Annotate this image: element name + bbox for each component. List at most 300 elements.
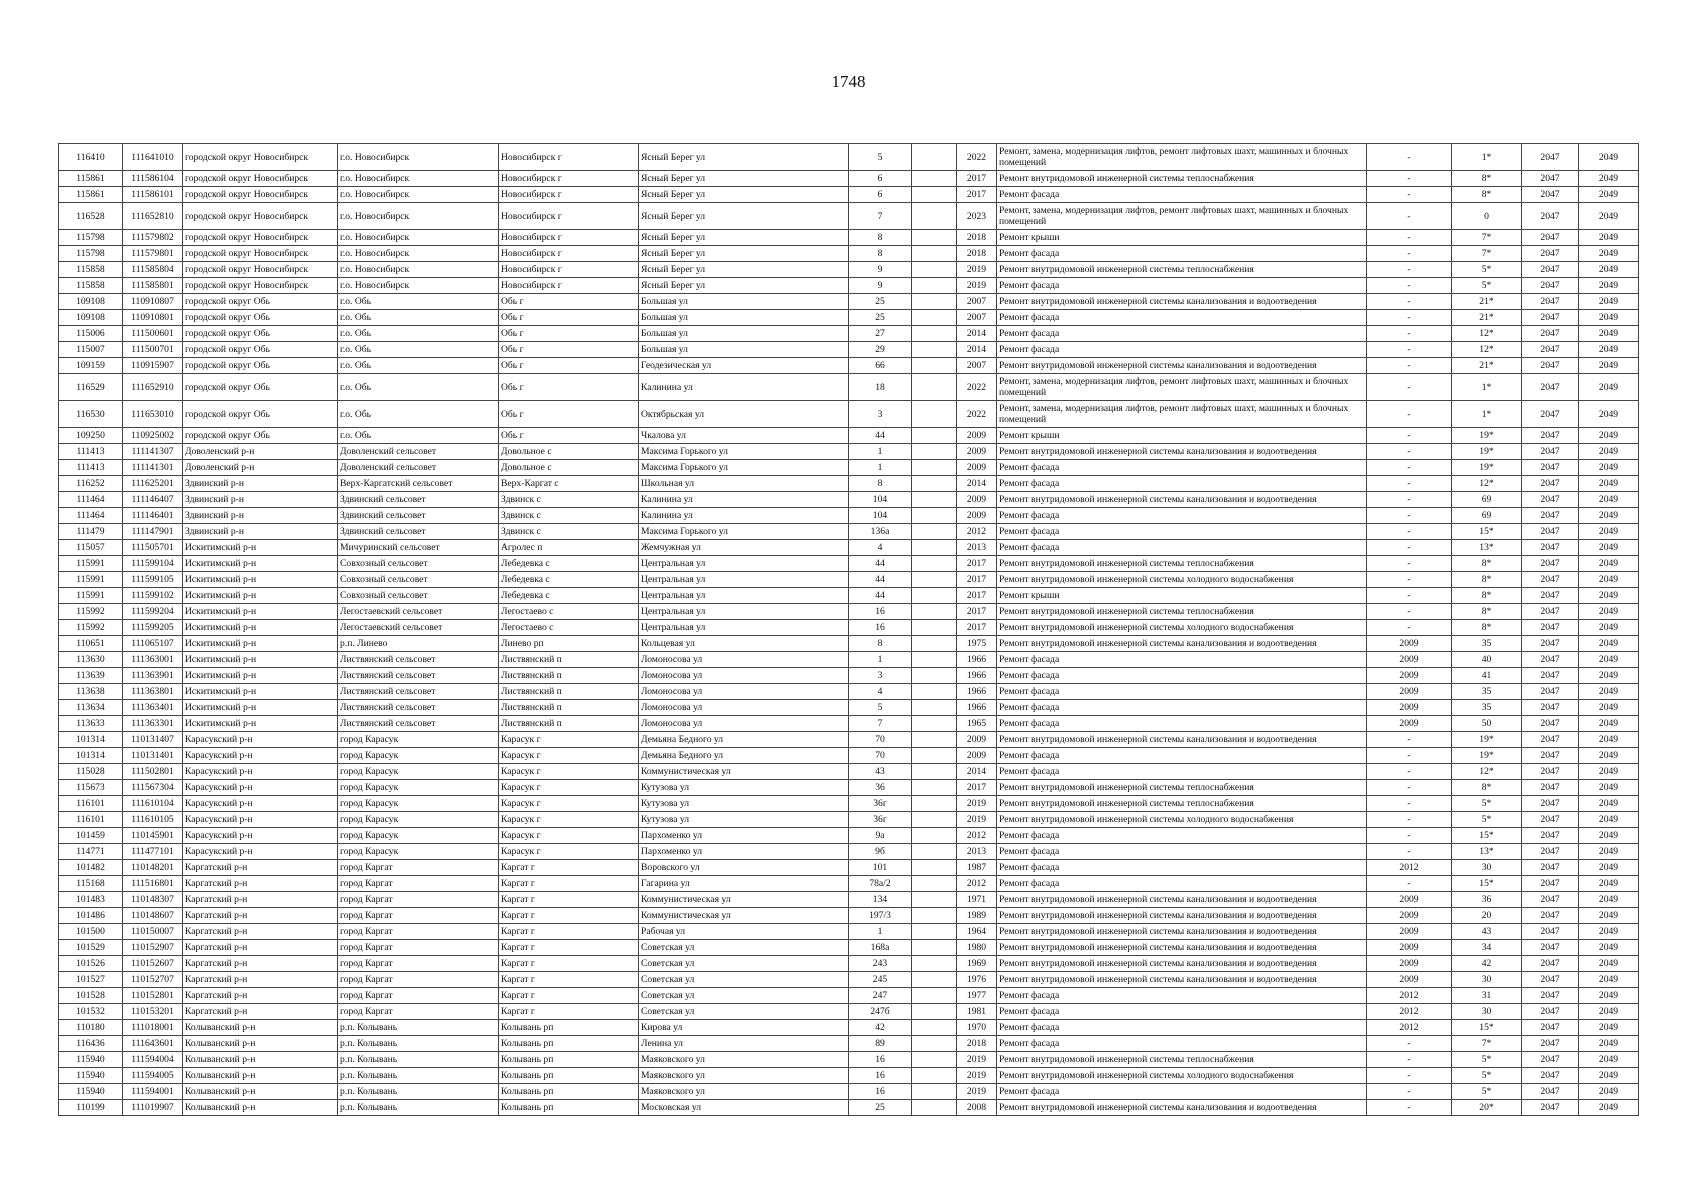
cell-locality: Лебедевка с: [499, 556, 639, 572]
table-row: [59, 716, 1639, 732]
cell-code: 111586104: [123, 171, 183, 187]
cell-plan-from: 2047: [1522, 684, 1579, 700]
cell-year: 2017: [957, 588, 997, 604]
cell-id: 115798: [59, 230, 123, 246]
cell-last: -: [1367, 460, 1452, 476]
cell-municipality: Совхозный сельсовет: [338, 572, 499, 588]
table-row: [59, 476, 1639, 492]
cell-street: Рабочая ул: [639, 924, 849, 940]
cell-plan-to: 2049: [1579, 294, 1639, 310]
cell-extra: [912, 572, 957, 588]
cell-id: 115940: [59, 1068, 123, 1084]
table-row: [59, 278, 1639, 294]
cell-locality: Каргат г: [499, 972, 639, 988]
cell-id: 115861: [59, 187, 123, 203]
cell-plan-to: 2049: [1579, 636, 1639, 652]
table-row: [59, 1004, 1639, 1020]
cell-extra: [912, 588, 957, 604]
cell-last: -: [1367, 374, 1452, 401]
cell-year: 2014: [957, 342, 997, 358]
cell-plan-from: 2047: [1522, 604, 1579, 620]
cell-id: 101529: [59, 940, 123, 956]
cell-year: 2009: [957, 492, 997, 508]
cell-district: Искитимский р-н: [183, 604, 338, 620]
cell-code: 111594001: [123, 1084, 183, 1100]
cell-street: Кутузова ул: [639, 812, 849, 828]
cell-year: 2023: [957, 203, 997, 230]
cell-year: 1966: [957, 700, 997, 716]
cell-municipality: Здвинский сельсовет: [338, 508, 499, 524]
cell-last: -: [1367, 748, 1452, 764]
cell-age: 21*: [1452, 310, 1522, 326]
cell-id: 116436: [59, 1036, 123, 1052]
cell-plan-to: 2049: [1579, 892, 1639, 908]
cell-work: Ремонт фасада: [997, 1020, 1367, 1036]
cell-id: 101314: [59, 732, 123, 748]
cell-work: Ремонт фасада: [997, 684, 1367, 700]
table-row: [59, 812, 1639, 828]
cell-last: -: [1367, 876, 1452, 892]
cell-code: 111146401: [123, 508, 183, 524]
cell-locality: Обь г: [499, 294, 639, 310]
cell-work: Ремонт фасада: [997, 540, 1367, 556]
cell-locality: Обь г: [499, 374, 639, 401]
cell-locality: Довольное с: [499, 444, 639, 460]
cell-age: 36: [1452, 892, 1522, 908]
cell-plan-from: 2047: [1522, 620, 1579, 636]
cell-last: -: [1367, 444, 1452, 460]
cell-id: 110651: [59, 636, 123, 652]
cell-code: 111147901: [123, 524, 183, 540]
cell-age: 20: [1452, 908, 1522, 924]
cell-id: 115673: [59, 780, 123, 796]
cell-plan-from: 2047: [1522, 828, 1579, 844]
cell-code: 111146407: [123, 492, 183, 508]
cell-age: 34: [1452, 940, 1522, 956]
table-row: [59, 604, 1639, 620]
cell-district: Колыванский р-н: [183, 1068, 338, 1084]
table-row: [59, 230, 1639, 246]
cell-house: 8: [849, 246, 912, 262]
cell-plan-to: 2049: [1579, 187, 1639, 203]
cell-plan-from: 2047: [1522, 540, 1579, 556]
cell-municipality: г.о. Обь: [338, 428, 499, 444]
cell-code: 110152607: [123, 956, 183, 972]
cell-house: 8: [849, 476, 912, 492]
cell-code: 111502801: [123, 764, 183, 780]
cell-extra: [912, 796, 957, 812]
cell-age: 15*: [1452, 828, 1522, 844]
cell-code: 111641010: [123, 144, 183, 171]
cell-locality: Листвянский п: [499, 716, 639, 732]
cell-district: городской округ Обь: [183, 374, 338, 401]
cell-id: 111413: [59, 444, 123, 460]
cell-age: 19*: [1452, 428, 1522, 444]
table-row: [59, 940, 1639, 956]
cell-house: 44: [849, 428, 912, 444]
cell-year: 1976: [957, 972, 997, 988]
cell-last: -: [1367, 262, 1452, 278]
cell-last: -: [1367, 401, 1452, 428]
cell-municipality: р.п. Колывань: [338, 1068, 499, 1084]
cell-municipality: р.п. Колывань: [338, 1100, 499, 1116]
cell-age: 30: [1452, 860, 1522, 876]
cell-year: 2007: [957, 310, 997, 326]
cell-plan-to: 2049: [1579, 732, 1639, 748]
cell-age: 35: [1452, 700, 1522, 716]
cell-municipality: город Карасук: [338, 780, 499, 796]
cell-work: Ремонт внутридомовой инженерной системы теплоснабжения: [997, 604, 1367, 620]
cell-district: Здвинский р-н: [183, 476, 338, 492]
cell-municipality: Листвянский сельсовет: [338, 684, 499, 700]
cell-age: 15*: [1452, 876, 1522, 892]
cell-work: Ремонт внутридомовой инженерной системы теплоснабжения: [997, 796, 1367, 812]
cell-work: Ремонт внутридомовой инженерной системы канализования и водоотведения: [997, 924, 1367, 940]
cell-code: 111585804: [123, 262, 183, 278]
cell-house: 36: [849, 780, 912, 796]
cell-locality: Здвинск с: [499, 492, 639, 508]
cell-last: -: [1367, 326, 1452, 342]
cell-age: 19*: [1452, 444, 1522, 460]
cell-locality: Новосибирск г: [499, 246, 639, 262]
cell-plan-from: 2047: [1522, 401, 1579, 428]
cell-locality: Каргат г: [499, 988, 639, 1004]
cell-house: 16: [849, 1084, 912, 1100]
cell-plan-from: 2047: [1522, 860, 1579, 876]
cell-id: 101314: [59, 748, 123, 764]
cell-id: 115006: [59, 326, 123, 342]
cell-id: 115858: [59, 262, 123, 278]
cell-age: 5*: [1452, 1084, 1522, 1100]
cell-last: 2012: [1367, 1020, 1452, 1036]
cell-year: 1966: [957, 652, 997, 668]
cell-house: 36г: [849, 796, 912, 812]
cell-district: Каргатский р-н: [183, 924, 338, 940]
cell-locality: Обь г: [499, 401, 639, 428]
cell-code: 111625201: [123, 476, 183, 492]
cell-street: Гагарина ул: [639, 876, 849, 892]
cell-code: 111579802: [123, 230, 183, 246]
cell-municipality: Совхозный сельсовет: [338, 588, 499, 604]
cell-id: 101526: [59, 956, 123, 972]
cell-locality: Новосибирск г: [499, 187, 639, 203]
cell-work: Ремонт фасада: [997, 860, 1367, 876]
cell-house: 243: [849, 956, 912, 972]
cell-street: Максима Горького ул: [639, 460, 849, 476]
cell-street: Максима Горького ул: [639, 524, 849, 540]
table-row: [59, 988, 1639, 1004]
cell-house: 9а: [849, 828, 912, 844]
cell-locality: Колывань рп: [499, 1084, 639, 1100]
cell-age: 13*: [1452, 844, 1522, 860]
cell-age: 0: [1452, 203, 1522, 230]
cell-house: 245: [849, 972, 912, 988]
cell-extra: [912, 860, 957, 876]
cell-district: Карасукский р-н: [183, 844, 338, 860]
cell-district: Искитимский р-н: [183, 620, 338, 636]
cell-locality: Каргат г: [499, 860, 639, 876]
cell-plan-from: 2047: [1522, 1068, 1579, 1084]
cell-house: 27: [849, 326, 912, 342]
cell-work: Ремонт фасада: [997, 342, 1367, 358]
cell-extra: [912, 908, 957, 924]
cell-plan-to: 2049: [1579, 1036, 1639, 1052]
cell-work: Ремонт фасада: [997, 876, 1367, 892]
cell-plan-to: 2049: [1579, 492, 1639, 508]
cell-code: 110131401: [123, 748, 183, 764]
cell-district: городской округ Обь: [183, 342, 338, 358]
cell-plan-from: 2047: [1522, 310, 1579, 326]
cell-street: Демьяна Бедного ул: [639, 748, 849, 764]
cell-id: 115992: [59, 620, 123, 636]
cell-age: 1*: [1452, 401, 1522, 428]
cell-street: Кольцевая ул: [639, 636, 849, 652]
cell-last: 2009: [1367, 892, 1452, 908]
table-row: [59, 700, 1639, 716]
cell-year: 2013: [957, 540, 997, 556]
cell-last: -: [1367, 246, 1452, 262]
cell-id: 115940: [59, 1084, 123, 1100]
cell-plan-to: 2049: [1579, 1100, 1639, 1116]
cell-year: 2017: [957, 187, 997, 203]
cell-id: 101482: [59, 860, 123, 876]
cell-house: 1: [849, 924, 912, 940]
cell-plan-to: 2049: [1579, 262, 1639, 278]
cell-locality: Каргат г: [499, 956, 639, 972]
table-row: [59, 1052, 1639, 1068]
cell-house: 43: [849, 764, 912, 780]
cell-plan-to: 2049: [1579, 860, 1639, 876]
cell-age: 20*: [1452, 1100, 1522, 1116]
cell-street: Ясный Берег ул: [639, 171, 849, 187]
cell-locality: Каргат г: [499, 940, 639, 956]
cell-locality: Карасук г: [499, 812, 639, 828]
cell-year: 2009: [957, 508, 997, 524]
cell-locality: Легостаево с: [499, 604, 639, 620]
cell-id: 116530: [59, 401, 123, 428]
cell-age: 19*: [1452, 460, 1522, 476]
cell-last: -: [1367, 310, 1452, 326]
cell-code: 110915907: [123, 358, 183, 374]
cell-municipality: г.о. Новосибирск: [338, 144, 499, 171]
cell-street: Ломоносова ул: [639, 652, 849, 668]
cell-work: Ремонт внутридомовой инженерной системы канализования и водоотведения: [997, 972, 1367, 988]
cell-work: Ремонт фасада: [997, 668, 1367, 684]
cell-plan-from: 2047: [1522, 262, 1579, 278]
cell-year: 1980: [957, 940, 997, 956]
cell-municipality: г.о. Обь: [338, 310, 499, 326]
cell-house: 9: [849, 278, 912, 294]
cell-id: 116410: [59, 144, 123, 171]
cell-id: 111413: [59, 460, 123, 476]
cell-work: Ремонт фасада: [997, 278, 1367, 294]
cell-year: 1981: [957, 1004, 997, 1020]
table-row: [59, 203, 1639, 230]
cell-municipality: р.п. Колывань: [338, 1036, 499, 1052]
cell-district: Колыванский р-н: [183, 1020, 338, 1036]
cell-municipality: р.п. Колывань: [338, 1052, 499, 1068]
cell-id: 115798: [59, 246, 123, 262]
cell-last: 2012: [1367, 860, 1452, 876]
cell-locality: Новосибирск г: [499, 144, 639, 171]
cell-district: Искитимский р-н: [183, 636, 338, 652]
cell-last: -: [1367, 796, 1452, 812]
cell-plan-from: 2047: [1522, 1036, 1579, 1052]
cell-plan-from: 2047: [1522, 780, 1579, 796]
cell-extra: [912, 294, 957, 310]
cell-extra: [912, 460, 957, 476]
cell-municipality: город Каргат: [338, 908, 499, 924]
cell-street: Советская ул: [639, 1004, 849, 1020]
cell-code: 110150007: [123, 924, 183, 940]
cell-id: 115991: [59, 588, 123, 604]
cell-age: 12*: [1452, 764, 1522, 780]
cell-last: -: [1367, 342, 1452, 358]
cell-extra: [912, 940, 957, 956]
cell-plan-to: 2049: [1579, 748, 1639, 764]
cell-year: 2018: [957, 230, 997, 246]
cell-age: 21*: [1452, 294, 1522, 310]
cell-age: 5*: [1452, 1052, 1522, 1068]
cell-house: 136а: [849, 524, 912, 540]
cell-municipality: г.о. Обь: [338, 326, 499, 342]
cell-plan-to: 2049: [1579, 588, 1639, 604]
cell-year: 2007: [957, 358, 997, 374]
cell-age: 30: [1452, 972, 1522, 988]
cell-code: 111363801: [123, 684, 183, 700]
cell-plan-to: 2049: [1579, 310, 1639, 326]
cell-last: -: [1367, 732, 1452, 748]
cell-work: Ремонт фасада: [997, 310, 1367, 326]
table-row: [59, 860, 1639, 876]
cell-extra: [912, 1100, 957, 1116]
table-row: [59, 588, 1639, 604]
cell-plan-from: 2047: [1522, 1084, 1579, 1100]
cell-last: -: [1367, 476, 1452, 492]
cell-last: -: [1367, 572, 1452, 588]
cell-plan-from: 2047: [1522, 908, 1579, 924]
cell-locality: Обь г: [499, 342, 639, 358]
cell-municipality: Легостаевский сельсовет: [338, 604, 499, 620]
table-row: [59, 764, 1639, 780]
cell-extra: [912, 748, 957, 764]
cell-age: 8*: [1452, 588, 1522, 604]
cell-municipality: г.о. Обь: [338, 358, 499, 374]
cell-last: -: [1367, 556, 1452, 572]
cell-street: Маяковского ул: [639, 1052, 849, 1068]
table-row: [59, 668, 1639, 684]
cell-extra: [912, 444, 957, 460]
cell-street: Кирова ул: [639, 1020, 849, 1036]
cell-house: 1: [849, 444, 912, 460]
cell-house: 70: [849, 748, 912, 764]
cell-street: Советская ул: [639, 956, 849, 972]
cell-house: 25: [849, 1100, 912, 1116]
cell-district: городской округ Новосибирск: [183, 262, 338, 278]
cell-house: 44: [849, 588, 912, 604]
cell-year: 2017: [957, 572, 997, 588]
cell-work: Ремонт, замена, модернизация лифтов, ремонт лифтовых шахт, машинных и блочных помещений: [997, 401, 1367, 428]
cell-id: 115992: [59, 604, 123, 620]
cell-plan-from: 2047: [1522, 187, 1579, 203]
cell-work: Ремонт внутридомовой инженерной системы теплоснабжения: [997, 262, 1367, 278]
cell-street: Ленина ул: [639, 1036, 849, 1052]
table-row: [59, 428, 1639, 444]
cell-code: 111019907: [123, 1100, 183, 1116]
cell-last: -: [1367, 358, 1452, 374]
cell-plan-from: 2047: [1522, 492, 1579, 508]
table-row: [59, 1100, 1639, 1116]
cell-code: 110152907: [123, 940, 183, 956]
cell-extra: [912, 1084, 957, 1100]
cell-house: 101: [849, 860, 912, 876]
cell-plan-from: 2047: [1522, 892, 1579, 908]
cell-municipality: Листвянский сельсовет: [338, 716, 499, 732]
cell-extra: [912, 492, 957, 508]
cell-district: Карасукский р-н: [183, 828, 338, 844]
cell-plan-to: 2049: [1579, 1068, 1639, 1084]
cell-extra: [912, 203, 957, 230]
table-row: [59, 310, 1639, 326]
cell-municipality: Здвинский сельсовет: [338, 492, 499, 508]
cell-code: 111594005: [123, 1068, 183, 1084]
cell-work: Ремонт фасада: [997, 246, 1367, 262]
cell-code: 111599205: [123, 620, 183, 636]
cell-plan-to: 2049: [1579, 700, 1639, 716]
cell-last: -: [1367, 428, 1452, 444]
cell-id: 115168: [59, 876, 123, 892]
cell-last: -: [1367, 508, 1452, 524]
cell-id: 110180: [59, 1020, 123, 1036]
cell-code: 111567304: [123, 780, 183, 796]
cell-age: 8*: [1452, 556, 1522, 572]
cell-code: 111516801: [123, 876, 183, 892]
cell-plan-to: 2049: [1579, 780, 1639, 796]
cell-extra: [912, 636, 957, 652]
cell-locality: Верх-Каргат с: [499, 476, 639, 492]
cell-street: Ясный Берег ул: [639, 144, 849, 171]
cell-municipality: Доволенский сельсовет: [338, 460, 499, 476]
cell-age: 42: [1452, 956, 1522, 972]
cell-work: Ремонт фасада: [997, 1036, 1367, 1052]
cell-code: 110910807: [123, 294, 183, 310]
cell-extra: [912, 956, 957, 972]
cell-plan-to: 2049: [1579, 972, 1639, 988]
cell-last: -: [1367, 1068, 1452, 1084]
cell-district: Доволенский р-н: [183, 444, 338, 460]
cell-work: Ремонт внутридомовой инженерной системы холодного водоснабжения: [997, 620, 1367, 636]
cell-plan-from: 2047: [1522, 572, 1579, 588]
cell-district: Искитимский р-н: [183, 716, 338, 732]
table-row: [59, 540, 1639, 556]
cell-id: 111464: [59, 508, 123, 524]
cell-code: 111599105: [123, 572, 183, 588]
cell-extra: [912, 604, 957, 620]
cell-work: Ремонт фасада: [997, 716, 1367, 732]
cell-municipality: город Карасук: [338, 796, 499, 812]
cell-municipality: город Карасук: [338, 812, 499, 828]
cell-plan-to: 2049: [1579, 460, 1639, 476]
table-row: [59, 684, 1639, 700]
cell-house: 6: [849, 171, 912, 187]
cell-id: 116252: [59, 476, 123, 492]
cell-year: 1966: [957, 684, 997, 700]
cell-plan-to: 2049: [1579, 844, 1639, 860]
cell-last: 2012: [1367, 1004, 1452, 1020]
cell-municipality: Здвинский сельсовет: [338, 524, 499, 540]
cell-code: 111579801: [123, 246, 183, 262]
cell-extra: [912, 668, 957, 684]
